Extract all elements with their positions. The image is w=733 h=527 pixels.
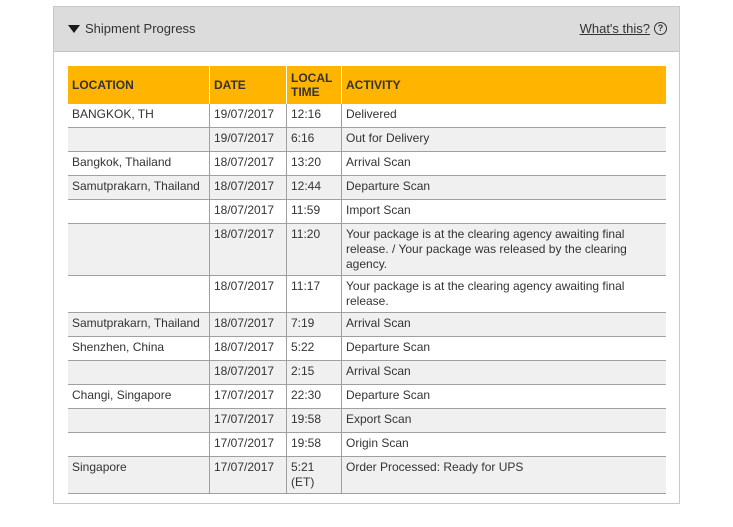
cell-activity: Departure Scan: [342, 385, 667, 409]
cell-activity: Arrival Scan: [342, 152, 667, 176]
cell-activity: Export Scan: [342, 409, 667, 433]
cell-date: 17/07/2017: [210, 457, 287, 494]
cell-date: 17/07/2017: [210, 409, 287, 433]
cell-date: 19/07/2017: [210, 104, 287, 128]
cell-date: 17/07/2017: [210, 433, 287, 457]
cell-location: Samutprakarn, Thailand: [68, 176, 210, 200]
cell-activity: Order Processed: Ready for UPS: [342, 457, 667, 494]
cell-location: [68, 276, 210, 313]
cell-activity: Arrival Scan: [342, 313, 667, 337]
cell-time: 22:30: [287, 385, 342, 409]
cell-time: 12:16: [287, 104, 342, 128]
cell-time: 12:44: [287, 176, 342, 200]
cell-activity: Delivered: [342, 104, 667, 128]
column-header-location: LOCATION: [68, 66, 210, 104]
cell-location: Singapore: [68, 457, 210, 494]
shipment-progress-toggle[interactable]: [68, 21, 196, 36]
cell-location: Shenzhen, China: [68, 337, 210, 361]
cell-date: 18/07/2017: [210, 200, 287, 224]
table-row: [68, 433, 666, 457]
table-row: [68, 276, 666, 313]
cell-date: 18/07/2017: [210, 361, 287, 385]
panel-title: Shipment Progress: [85, 21, 196, 36]
cell-location: [68, 433, 210, 457]
table-row: [68, 104, 666, 128]
question-circle-icon[interactable]: ?: [654, 22, 667, 35]
table-header-row: [68, 66, 666, 104]
cell-activity: Import Scan: [342, 200, 667, 224]
cell-location: [68, 361, 210, 385]
cell-date: 18/07/2017: [210, 337, 287, 361]
cell-time: 11:20: [287, 224, 342, 276]
table-row: [68, 128, 666, 152]
table-row: [68, 457, 666, 494]
cell-date: 18/07/2017: [210, 276, 287, 313]
cell-time: 19:58: [287, 433, 342, 457]
cell-activity: Departure Scan: [342, 176, 667, 200]
cell-activity: Arrival Scan: [342, 361, 667, 385]
cell-location: [68, 200, 210, 224]
cell-activity: Out for Delivery: [342, 128, 667, 152]
table-row: [68, 313, 666, 337]
cell-time: 6:16: [287, 128, 342, 152]
cell-activity: Your package is at the clearing agency awaiting final release. / Your package was released by the clearing agency.: [342, 224, 667, 276]
cell-location: [68, 128, 210, 152]
cell-date: 18/07/2017: [210, 313, 287, 337]
cell-date: 17/07/2017: [210, 385, 287, 409]
cell-date: 19/07/2017: [210, 128, 287, 152]
cell-time: 11:59: [287, 200, 342, 224]
column-header-local-time-line1: LOCAL: [291, 71, 333, 85]
column-header-local-time-line2: TIME: [291, 85, 320, 99]
cell-date: 18/07/2017: [210, 224, 287, 276]
column-header-date: DATE: [210, 66, 287, 104]
whats-this-link[interactable]: What's this?: [579, 21, 650, 36]
cell-time: 11:17: [287, 276, 342, 313]
table-row: [68, 152, 666, 176]
table-row: [68, 176, 666, 200]
column-header-local-time: [287, 66, 342, 104]
column-header-activity: ACTIVITY: [342, 66, 667, 104]
cell-time: 2:15: [287, 361, 342, 385]
table-row: [68, 409, 666, 433]
table-row: [68, 385, 666, 409]
help-area: [580, 21, 667, 36]
shipment-progress-table: [68, 66, 666, 494]
cell-activity: Your package is at the clearing agency awaiting final release.: [342, 276, 667, 313]
cell-location: [68, 224, 210, 276]
cell-date: 18/07/2017: [210, 152, 287, 176]
table-row: [68, 200, 666, 224]
cell-location: BANGKOK, TH: [68, 104, 210, 128]
cell-time: 7:19: [287, 313, 342, 337]
cell-location: Bangkok, Thailand: [68, 152, 210, 176]
table-row: [68, 224, 666, 276]
cell-activity: Origin Scan: [342, 433, 667, 457]
cell-time: 5:22: [287, 337, 342, 361]
cell-time: 19:58: [287, 409, 342, 433]
table-row: [68, 337, 666, 361]
table-row: [68, 361, 666, 385]
cell-activity: Departure Scan: [342, 337, 667, 361]
caret-down-icon: [68, 25, 80, 33]
panel-header: [54, 7, 679, 52]
cell-location: Samutprakarn, Thailand: [68, 313, 210, 337]
cell-time: 13:20: [287, 152, 342, 176]
cell-date: 18/07/2017: [210, 176, 287, 200]
shipment-progress-panel: [53, 6, 680, 504]
cell-location: Changi, Singapore: [68, 385, 210, 409]
cell-location: [68, 409, 210, 433]
cell-time: 5:21 (ET): [287, 457, 342, 494]
